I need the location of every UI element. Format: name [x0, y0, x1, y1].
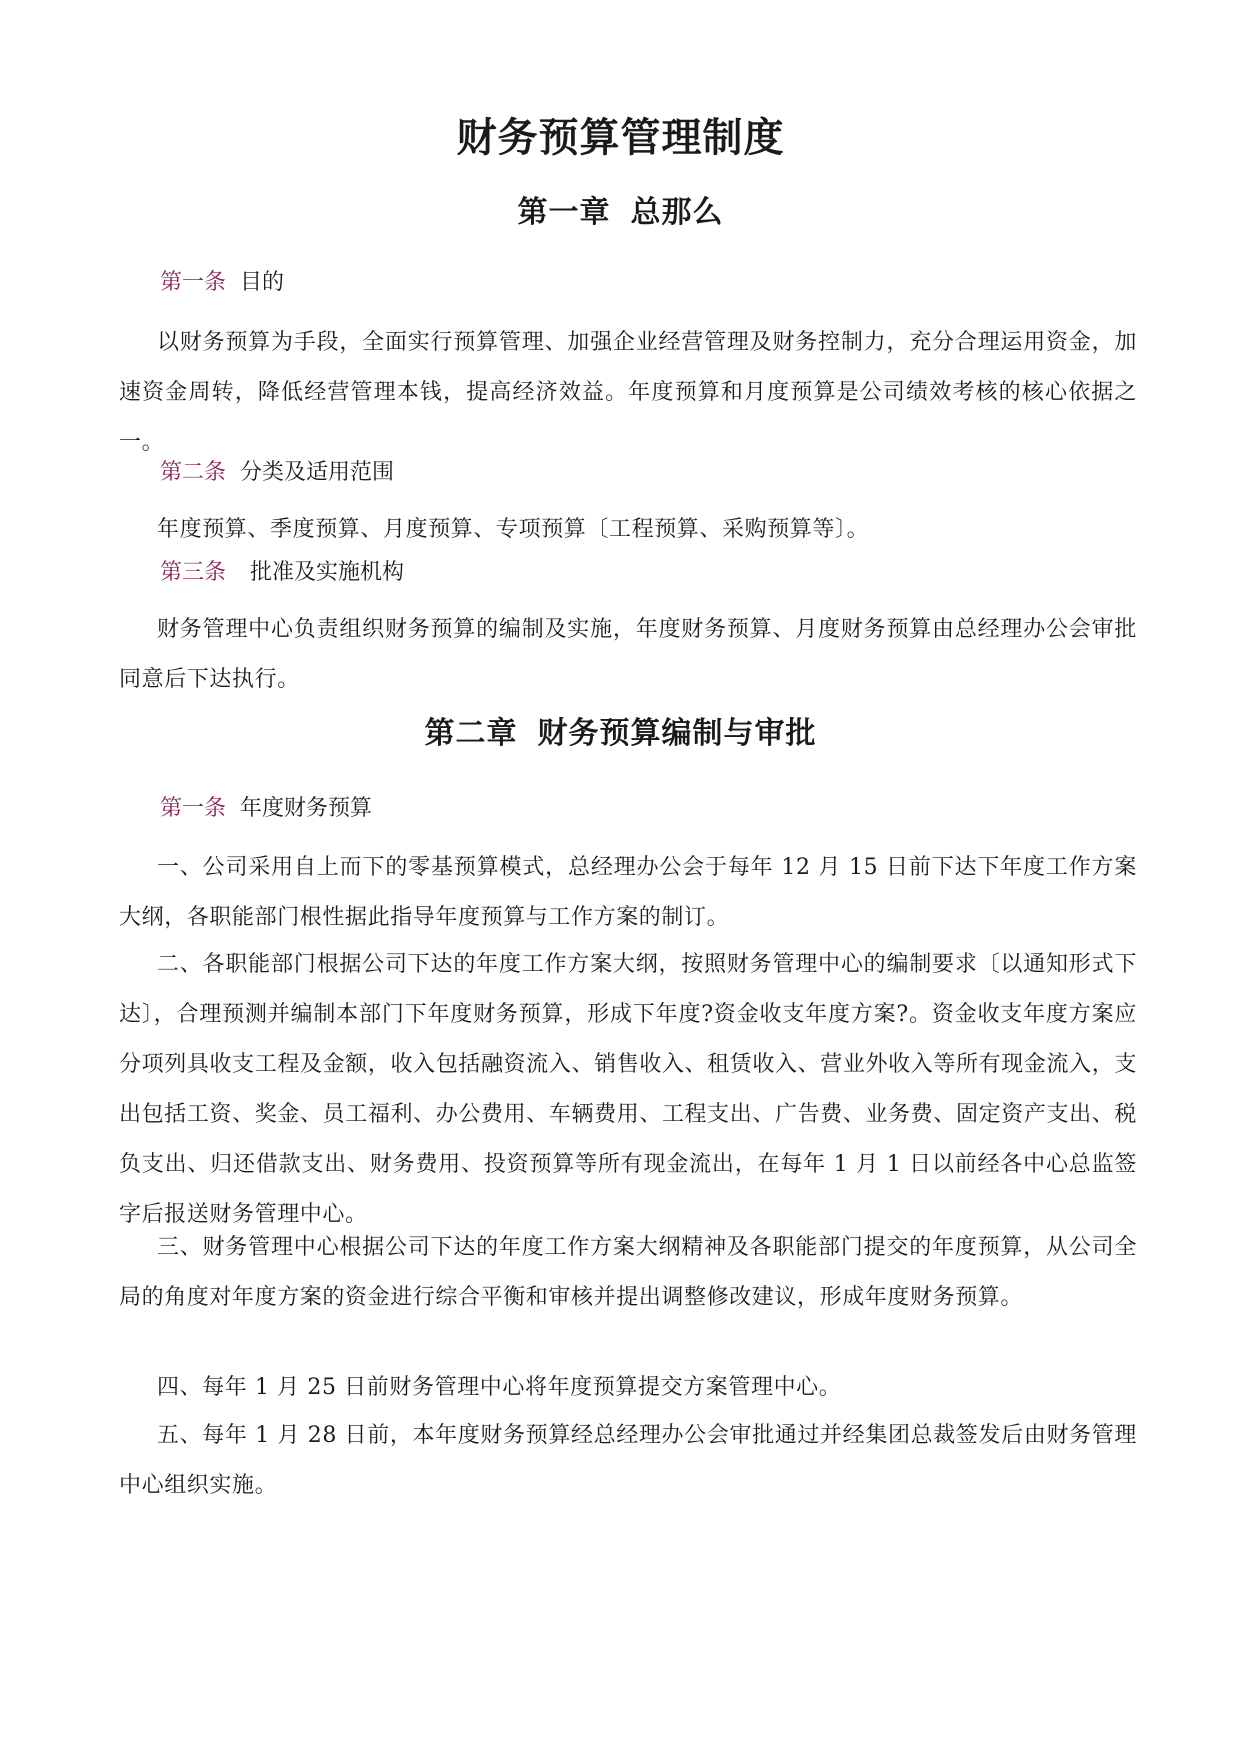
chapter-name: 总那么 [630, 195, 724, 230]
article-heading [160, 266, 284, 300]
chapter-name: 财务预算编制与审批 [537, 716, 817, 751]
article-title: 年度财务预算 [240, 796, 373, 821]
paragraph: 年度预算、季度预算、月度预算、专项预算〔工程预算、采购预算等〕。 [157, 517, 870, 542]
paragraph: 三、财务管理中心根据公司下达的年度工作方案大纲精神及各职能部门提交的年度预算，从公司全局的角度对年度方案的资金进行综合平衡和审核并提出调整修改建议，形成年度财务预算。 [119, 1235, 1137, 1310]
article-title: 目的 [240, 270, 285, 295]
paragraph: 一、公司采用自上而下的零基预算模式，总经理办公会于每年 12 月 15 日前下达下年度工作方案大纲，各职能部门根性据此指导年度预算与工作方案的制订。 [119, 855, 1137, 930]
chapter-title [0, 191, 1241, 235]
chapter-number: 第一章 [517, 195, 611, 230]
article-title: 分类及适用范围 [240, 460, 395, 485]
article-title: 批准及实施机构 [250, 560, 405, 585]
paragraph: 五、每年 1 月 28 日前，本年度财务预算经总经理办公会审批通过并经集团总裁签发后由财务管理中心组织实施。 [119, 1423, 1137, 1498]
article-heading [160, 792, 372, 826]
article-heading [160, 556, 404, 590]
paragraph: 以财务预算为手段，全面实行预算管理、加强企业经营管理及财务控制力，充分合理运用资金，加速资金周转，降低经营管理本钱，提高经济效益。年度预算和月度预算是公司绩效考核的核心依据之一。 [119, 330, 1137, 455]
article-number: 第一条 [160, 796, 227, 821]
chapter-number: 第二章 [424, 716, 518, 751]
paragraph: 四、每年 1 月 25 日前财务管理中心将年度预算提交方案管理中心。 [157, 1375, 842, 1400]
paragraph: 二、各职能部门根据公司下达的年度工作方案大纲，按照财务管理中心的编制要求〔以通知形式下达〕，合理预测并编制本部门下年度财务预算，形成下年度?资金收支年度方案?。资金收支年度方案应分项列具收支工程及金额，收入包括融资流入、销售收入、租赁收入、营业外收入等所有现金流入，支出包括工资、奖金、员工福利、办公费用、车辆费用、工程支出、广告费、业务费、固定资产支出、税负支出、归还借款支出、财务费用、投资预算等所有现金流出，在每年 1 月 1 日以前经各中心总监签字后报送财务管理中心。 [119, 952, 1137, 1227]
paragraph: 财务管理中心负责组织财务预算的编制及实施，年度财务预算、月度财务预算由总经理办公会审批同意后下达执行。 [119, 617, 1137, 692]
document-title: 财务预算管理制度 [456, 114, 785, 161]
article-heading [160, 456, 394, 490]
article-number: 第一条 [160, 270, 227, 295]
article-number: 第三条 [160, 560, 227, 585]
chapter-title [0, 712, 1241, 756]
article-number: 第二条 [160, 460, 227, 485]
